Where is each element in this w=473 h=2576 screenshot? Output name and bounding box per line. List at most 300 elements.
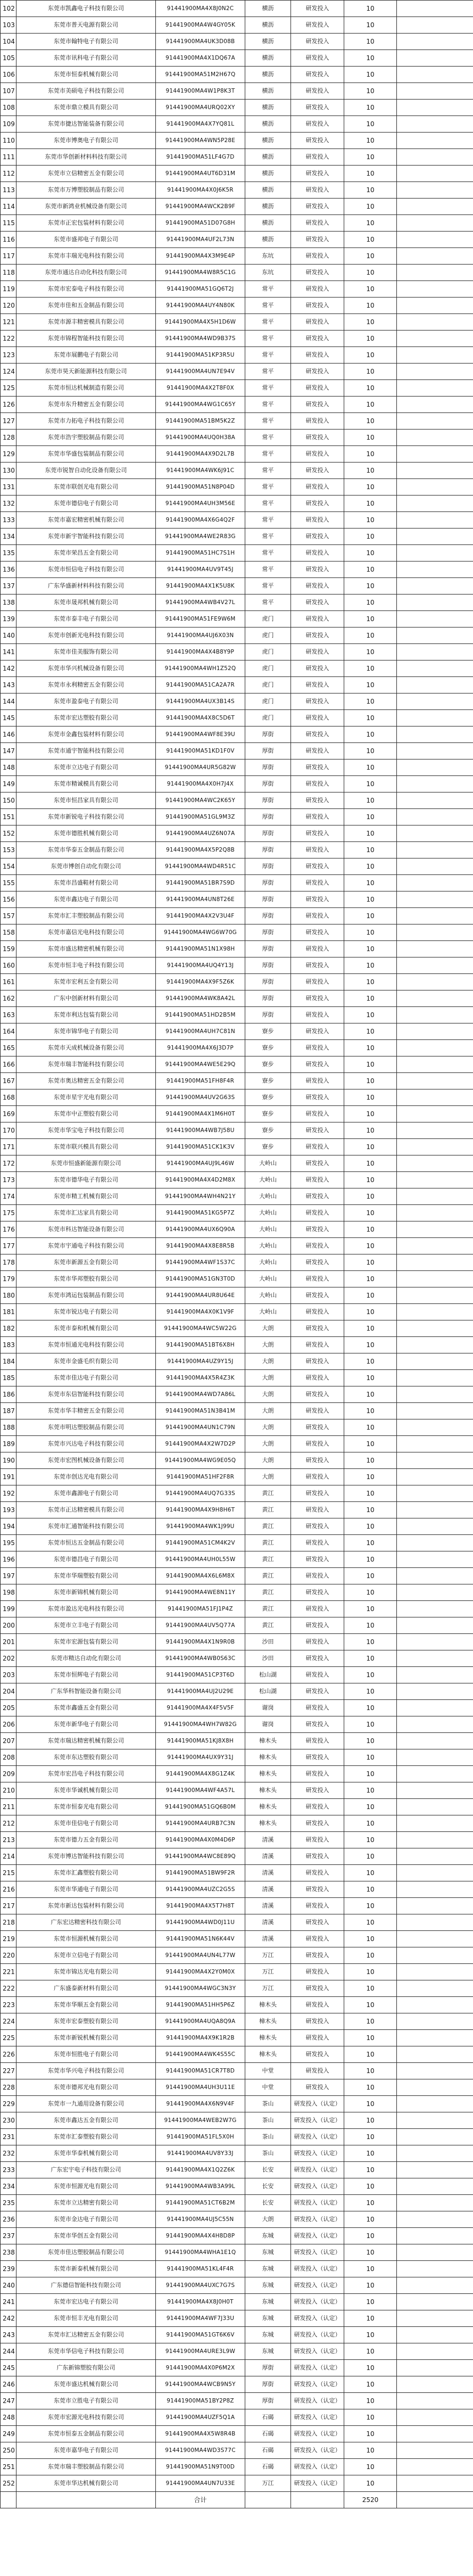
company-name-cell: 东莞市恒辉电子有限公司: [16, 1667, 156, 1683]
table-row: [1, 1518, 473, 1535]
company-name-cell: 东莞市恒盛新能源有限公司: [16, 1155, 156, 1172]
category-cell: 研发投入（认定）: [291, 2327, 344, 2343]
remarks-cell: [397, 1502, 473, 1518]
remarks-cell: [397, 660, 473, 677]
credit-code-cell: 91441900MA4WCB9N5Y: [156, 2376, 245, 2393]
town-cell: 大岭山: [245, 1155, 291, 1172]
count-cell: 10: [344, 2442, 397, 2459]
row-number-cell: 182: [1, 1320, 16, 1337]
table-row: [1, 199, 473, 215]
credit-code-cell: 91441900MA4WF7J33U: [156, 2310, 245, 2327]
town-cell: 厚街: [245, 842, 291, 858]
credit-code-cell: 91441900MA4WE5E29Q: [156, 1056, 245, 1073]
town-cell: 茶山: [245, 2112, 291, 2129]
town-cell: 黄江: [245, 1502, 291, 1518]
category-cell: 研发投入: [291, 1568, 344, 1584]
count-cell: 10: [344, 2244, 397, 2261]
remarks-cell: [397, 1964, 473, 1980]
town-cell: 厚街: [245, 875, 291, 891]
company-name-cell: 东莞市博奥电子有限公司: [16, 133, 156, 149]
remarks-cell: [397, 1419, 473, 1436]
category-cell: 研发投入: [291, 1188, 344, 1205]
company-name-cell: 广东中创新材料有限公司: [16, 990, 156, 1007]
company-name-cell: 东莞市锦程智能科技有限公司: [16, 331, 156, 347]
remarks-cell: [397, 2261, 473, 2277]
table-row: [1, 1832, 473, 1848]
credit-code-cell: 91441900MA4X5R4Z3K: [156, 1370, 245, 1386]
town-cell: 谢岗: [245, 1716, 291, 1733]
category-cell: 研发投入: [291, 265, 344, 281]
credit-code-cell: 91441900MA4W4GY05K: [156, 17, 245, 34]
category-cell: 研发投入: [291, 512, 344, 529]
town-cell: 沙田: [245, 1634, 291, 1650]
town-cell: 大朗: [245, 1353, 291, 1370]
company-name-cell: 东莞市讯科电子有限公司: [16, 50, 156, 67]
count-cell: 10: [344, 743, 397, 759]
credit-code-cell: 91441900MA51LF4G7D: [156, 149, 245, 166]
category-cell: 研发投入（认定）: [291, 2376, 344, 2393]
row-number-cell: 176: [1, 1221, 16, 1238]
category-cell: 研发投入: [291, 1337, 344, 1353]
company-name-cell: 东莞市华兴电子科技有限公司: [16, 2063, 156, 2079]
row-number-cell: 205: [1, 1700, 16, 1716]
remarks-cell: [397, 957, 473, 974]
town-cell: 大岭山: [245, 1271, 291, 1287]
credit-code-cell: 91441900MA4WK1J99U: [156, 1518, 245, 1535]
company-name-cell: 东莞市新锐电子科技有限公司: [16, 809, 156, 825]
town-cell: 樟木头: [245, 1997, 291, 2013]
remarks-cell: [397, 842, 473, 858]
row-number-cell: 194: [1, 1518, 16, 1535]
count-cell: 10: [344, 776, 397, 792]
company-name-cell: 东莞市恒达五金制品有限公司: [16, 1535, 156, 1551]
credit-code-cell: 91441900MA51CR7T8D: [156, 2063, 245, 2079]
table-row: [1, 1337, 473, 1353]
row-number-cell: 139: [1, 611, 16, 628]
row-number-cell: 180: [1, 1287, 16, 1304]
town-cell: 黄江: [245, 1535, 291, 1551]
credit-code-cell: 91441900MA4WG1C65Y: [156, 397, 245, 413]
town-cell: 厚街: [245, 2393, 291, 2409]
count-cell: 10: [344, 1914, 397, 1931]
credit-code-cell: 91441900MA51KJ8X8H: [156, 1733, 245, 1749]
company-name-cell: 东莞市盛达精密机械有限公司: [16, 941, 156, 957]
remarks-cell: [397, 1040, 473, 1056]
company-name-cell: 东莞市德昌电子有限公司: [16, 1551, 156, 1568]
credit-code-cell: 91441900MA51CA2A7R: [156, 677, 245, 693]
count-cell: 10: [344, 529, 397, 545]
table-row: [1, 1485, 473, 1502]
table-row: [1, 2409, 473, 2426]
credit-code-cell: 91441900MA4X2W7D2P: [156, 1436, 245, 1452]
count-cell: 10: [344, 809, 397, 825]
company-name-cell: 东莞市东升精密五金有限公司: [16, 397, 156, 413]
credit-code-cell: 91441900MA4UQ7G33S: [156, 1485, 245, 1502]
credit-code-cell: 91441900MA4X5W8R4B: [156, 2426, 245, 2442]
count-cell: 10: [344, 1320, 397, 1337]
town-cell: 虎门: [245, 644, 291, 660]
credit-code-cell: 91441900MA4WB4V27L: [156, 595, 245, 611]
row-number-cell: 227: [1, 2063, 16, 2079]
count-cell: 10: [344, 1221, 397, 1238]
table-row: [1, 1469, 473, 1485]
town-cell: 厚街: [245, 2360, 291, 2376]
town-cell: 大朗: [245, 1386, 291, 1403]
category-cell: 研发投入: [291, 858, 344, 875]
row-number-cell: 168: [1, 1089, 16, 1106]
count-cell: 10: [344, 1650, 397, 1667]
town-cell: 清溪: [245, 1832, 291, 1848]
category-cell: 研发投入（认定）: [291, 2129, 344, 2145]
category-cell: 研发投入（认定）: [291, 2459, 344, 2475]
town-cell: 常平: [245, 413, 291, 430]
remarks-cell: [397, 710, 473, 726]
table-row: [1, 1304, 473, 1320]
row-number-cell: 220: [1, 1947, 16, 1964]
count-cell: 10: [344, 347, 397, 364]
count-cell: 10: [344, 17, 397, 34]
remarks-cell: [397, 792, 473, 809]
company-name-cell: 东莞市立信精密五金有限公司: [16, 166, 156, 182]
credit-code-cell: 91441900MA4X0P6M2X: [156, 2360, 245, 2376]
table-row: [1, 430, 473, 446]
category-cell: 研发投入: [291, 17, 344, 34]
credit-code-cell: 91441900MA51HH5P6Z: [156, 1997, 245, 2013]
table-row: [1, 1848, 473, 1865]
remarks-cell: [397, 1238, 473, 1254]
town-cell: 常平: [245, 347, 291, 364]
town-cell: 厚街: [245, 1007, 291, 1023]
credit-code-cell: 91441900MA4X3M9E4P: [156, 248, 245, 265]
category-cell: 研发投入: [291, 331, 344, 347]
company-name-cell: 东莞市新源五金有限公司: [16, 1254, 156, 1271]
company-name-cell: 东莞市金盛毛织有限公司: [16, 1353, 156, 1370]
table-row: [1, 1370, 473, 1386]
table-row: [1, 858, 473, 875]
remarks-cell: [397, 2079, 473, 2096]
row-number-cell: 190: [1, 1452, 16, 1469]
category-cell: 研发投入: [291, 1766, 344, 1782]
credit-code-cell: 91441900MA4UJ6X03N: [156, 628, 245, 644]
remarks-cell: [397, 1535, 473, 1551]
town-cell: 虎门: [245, 693, 291, 710]
town-cell: 樟木头: [245, 1799, 291, 1815]
table-row: [1, 875, 473, 891]
row-number-cell: 204: [1, 1683, 16, 1700]
remarks-cell: [397, 2327, 473, 2343]
company-name-cell: 东莞市盛邦电子有限公司: [16, 232, 156, 248]
row-number-cell: 118: [1, 265, 16, 281]
category-cell: 研发投入: [291, 1997, 344, 2013]
count-cell: 10: [344, 331, 397, 347]
company-name-cell: 东莞市华诚机械有限公司: [16, 1782, 156, 1799]
company-name-cell: 东莞市新锦机械有限公司: [16, 1584, 156, 1601]
town-cell: 大朗: [245, 1320, 291, 1337]
credit-code-cell: 91441900MA4WB0S63C: [156, 1650, 245, 1667]
company-name-cell: 广东华盛新材料科技有限公司: [16, 578, 156, 595]
remarks-cell: [397, 1337, 473, 1353]
company-name-cell: 东莞市华邦塑胶有限公司: [16, 1271, 156, 1287]
table-row: [1, 2013, 473, 2030]
category-cell: 研发投入: [291, 1287, 344, 1304]
credit-code-cell: 91441900MA4WG6W70G: [156, 924, 245, 941]
town-cell: 万江: [245, 1980, 291, 1997]
row-number-cell: 181: [1, 1304, 16, 1320]
row-number-cell: 217: [1, 1898, 16, 1914]
row-number-cell: 128: [1, 430, 16, 446]
table-row: [1, 1056, 473, 1073]
category-cell: 研发投入: [291, 1865, 344, 1881]
category-cell: 研发投入: [291, 1304, 344, 1320]
credit-code-cell: 91441900MA4X8G1Z4K: [156, 1766, 245, 1782]
table-row: [1, 1766, 473, 1782]
town-cell: 大岭山: [245, 1172, 291, 1188]
count-cell: 10: [344, 1073, 397, 1089]
town-cell: 横沥: [245, 100, 291, 116]
table-row: [1, 990, 473, 1007]
town-cell: 万江: [245, 2475, 291, 2492]
category-cell: 研发投入: [291, 1914, 344, 1931]
table-row: [1, 2096, 473, 2112]
credit-code-cell: 91441900MA4WCK2B9F: [156, 199, 245, 215]
town-cell: 东城: [245, 2327, 291, 2343]
table-row: [1, 1, 473, 17]
category-cell: 研发投入: [291, 1898, 344, 1914]
remarks-cell: [397, 1056, 473, 1073]
category-cell: 研发投入: [291, 380, 344, 397]
town-cell: 大岭山: [245, 1238, 291, 1254]
credit-code-cell: 91441900MA4UV2G63S: [156, 1089, 245, 1106]
remarks-cell: [397, 331, 473, 347]
credit-code-cell: 91441900MA4UV8Y33J: [156, 2145, 245, 2162]
town-cell: 厚街: [245, 957, 291, 974]
credit-code-cell: 91441900MA4X9F5Z6K: [156, 974, 245, 990]
credit-code-cell: 91441900MA4WF8E39U: [156, 726, 245, 743]
category-cell: 研发投入（认定）: [291, 2360, 344, 2376]
company-name-cell: 东莞市金鑫包装材料有限公司: [16, 726, 156, 743]
town-cell: 大朗: [245, 1436, 291, 1452]
table-row: [1, 1007, 473, 1023]
town-cell: 大岭山: [245, 1221, 291, 1238]
town-cell: 横沥: [245, 50, 291, 67]
row-number-cell: 187: [1, 1403, 16, 1419]
credit-code-cell: 91441900MA51HC7S1H: [156, 545, 245, 562]
town-cell: 樟木头: [245, 2030, 291, 2046]
row-number-cell: 151: [1, 809, 16, 825]
credit-code-cell: 91441900MA4UH3M56E: [156, 496, 245, 512]
count-cell: 10: [344, 1848, 397, 1865]
town-cell: 长安: [245, 2162, 291, 2178]
category-cell: 研发投入: [291, 1271, 344, 1287]
credit-code-cell: 91441900MA4WD4R51C: [156, 858, 245, 875]
count-cell: 10: [344, 1716, 397, 1733]
company-name-cell: 东莞市华宝电子科技有限公司: [16, 1122, 156, 1139]
table-row: [1, 2046, 473, 2063]
row-number-cell: 215: [1, 1865, 16, 1881]
remarks-cell: [397, 2129, 473, 2145]
remarks-cell: [397, 1601, 473, 1617]
category-cell: 研发投入: [291, 759, 344, 776]
credit-code-cell: 91441900MA51FE9W6M: [156, 611, 245, 628]
company-name-cell: 东莞市泰和机械有限公司: [16, 1320, 156, 1337]
company-name-cell: 东莞市华通电子有限公司: [16, 1881, 156, 1898]
table-row: [1, 2475, 473, 2492]
company-name-cell: 广东宏宇电子科技有限公司: [16, 2162, 156, 2178]
row-number-cell: 140: [1, 628, 16, 644]
table-row: [1, 2030, 473, 2046]
count-cell: 10: [344, 825, 397, 842]
company-name-cell: 东莞市恒昌家具有限公司: [16, 792, 156, 809]
category-cell: 研发投入: [291, 792, 344, 809]
town-cell: 横沥: [245, 182, 291, 199]
count-cell: 10: [344, 1205, 397, 1221]
credit-code-cell: 91441900MA4WC5W22G: [156, 1320, 245, 1337]
table-row: [1, 1023, 473, 1040]
remarks-cell: [397, 1122, 473, 1139]
company-name-cell: 东莞市万博塑胶制品有限公司: [16, 182, 156, 199]
remarks-cell: [397, 1073, 473, 1089]
count-cell: 10: [344, 199, 397, 215]
company-name-cell: 东莞市立胜电子有限公司: [16, 2393, 156, 2409]
remarks-cell: [397, 1304, 473, 1320]
remarks-cell: [397, 2459, 473, 2475]
category-cell: 研发投入: [291, 347, 344, 364]
town-cell: 沙田: [245, 1650, 291, 1667]
row-number-cell: 134: [1, 529, 16, 545]
row-number-cell: 171: [1, 1139, 16, 1155]
town-cell: 大岭山: [245, 1287, 291, 1304]
count-cell: 10: [344, 2261, 397, 2277]
town-cell: 厚街: [245, 2376, 291, 2393]
row-number-cell: 186: [1, 1386, 16, 1403]
credit-code-cell: 91441900MA4WK6J91C: [156, 463, 245, 479]
row-number-cell: 121: [1, 314, 16, 331]
credit-code-cell: 91441900MA4X2V3U4F: [156, 908, 245, 924]
remarks-cell: [397, 347, 473, 364]
company-name-cell: 东莞市创达光电有限公司: [16, 1469, 156, 1485]
table-row: [1, 413, 473, 430]
town-cell: 长安: [245, 2178, 291, 2195]
category-cell: 研发投入: [291, 644, 344, 660]
company-name-cell: 东莞市普天电源有限公司: [16, 17, 156, 34]
credit-code-cell: 91441900MA4WB3A99L: [156, 2178, 245, 2195]
category-cell: 研发投入（认定）: [291, 2145, 344, 2162]
category-cell: 研发投入: [291, 314, 344, 331]
category-cell: 研发投入: [291, 875, 344, 891]
credit-code-cell: 91441900MA51GL9M3Z: [156, 809, 245, 825]
category-cell: 研发投入: [291, 215, 344, 232]
row-number-cell: 172: [1, 1155, 16, 1172]
credit-code-cell: 91441900MA51BY2P8Z: [156, 2393, 245, 2409]
town-cell: 寮步: [245, 1122, 291, 1139]
category-cell: 研发投入: [291, 1023, 344, 1040]
company-name-cell: 东莞市金达电子有限公司: [16, 2211, 156, 2228]
total-blank-cell: [16, 2492, 156, 2508]
category-cell: 研发投入: [291, 182, 344, 199]
remarks-cell: [397, 34, 473, 50]
count-cell: 10: [344, 1733, 397, 1749]
category-cell: 研发投入: [291, 1667, 344, 1683]
count-cell: 10: [344, 50, 397, 67]
count-cell: 10: [344, 891, 397, 908]
town-cell: 厚街: [245, 974, 291, 990]
table-row: [1, 1188, 473, 1205]
remarks-cell: [397, 1997, 473, 2013]
table-row: [1, 660, 473, 677]
row-number-cell: 137: [1, 578, 16, 595]
table-row: [1, 1617, 473, 1634]
row-number-cell: 159: [1, 941, 16, 957]
count-cell: 10: [344, 2393, 397, 2409]
company-name-cell: 东莞市恒丰电子科技有限公司: [16, 957, 156, 974]
credit-code-cell: 91441900MA4X8J0H0T: [156, 2294, 245, 2310]
count-cell: 10: [344, 2310, 397, 2327]
credit-code-cell: 91441900MA4WG9E05Q: [156, 1452, 245, 1469]
category-cell: 研发投入（认定）: [291, 2442, 344, 2459]
remarks-cell: [397, 232, 473, 248]
category-cell: 研发投入: [291, 1518, 344, 1535]
count-cell: 10: [344, 265, 397, 281]
row-number-cell: 103: [1, 17, 16, 34]
remarks-cell: [397, 1386, 473, 1403]
category-cell: 研发投入: [291, 1650, 344, 1667]
row-number-cell: 116: [1, 232, 16, 248]
category-cell: 研发投入: [291, 248, 344, 265]
credit-code-cell: 91441900MA4X8E8R5B: [156, 1238, 245, 1254]
category-cell: 研发投入: [291, 1320, 344, 1337]
town-cell: 厚街: [245, 759, 291, 776]
credit-code-cell: 91441900MA51HF2F8R: [156, 1469, 245, 1485]
remarks-cell: [397, 182, 473, 199]
town-cell: 樟木头: [245, 2046, 291, 2063]
company-name-cell: 东莞市创新光电科技有限公司: [16, 628, 156, 644]
count-cell: 10: [344, 842, 397, 858]
table-row: [1, 1106, 473, 1122]
table-row: [1, 2261, 473, 2277]
category-cell: 研发投入: [291, 1980, 344, 1997]
remarks-cell: [397, 1287, 473, 1304]
credit-code-cell: 91441900MA51BW9F2R: [156, 1865, 245, 1881]
table-row: [1, 1667, 473, 1683]
remarks-cell: [397, 2343, 473, 2360]
count-cell: 10: [344, 726, 397, 743]
table-row: [1, 133, 473, 149]
row-number-cell: 229: [1, 2096, 16, 2112]
remarks-cell: [397, 1271, 473, 1287]
town-cell: 常平: [245, 298, 291, 314]
town-cell: 东城: [245, 2244, 291, 2261]
count-cell: 10: [344, 2063, 397, 2079]
category-cell: 研发投入（认定）: [291, 2475, 344, 2492]
row-number-cell: 122: [1, 331, 16, 347]
credit-code-cell: 91441900MA4X4B8Y9P: [156, 644, 245, 660]
table-row: [1, 611, 473, 628]
company-name-cell: 东莞市精诚模具有限公司: [16, 776, 156, 792]
town-cell: 横沥: [245, 215, 291, 232]
count-cell: 10: [344, 1535, 397, 1551]
table-row: [1, 2426, 473, 2442]
credit-code-cell: 91441900MA4X8J0N2C: [156, 1, 245, 17]
remarks-cell: [397, 1865, 473, 1881]
credit-code-cell: 91441900MA4UN7U33E: [156, 2475, 245, 2492]
row-number-cell: 211: [1, 1799, 16, 1815]
row-number-cell: 165: [1, 1040, 16, 1056]
row-number-cell: 221: [1, 1964, 16, 1980]
category-cell: 研发投入: [291, 1617, 344, 1634]
town-cell: 茶山: [245, 2145, 291, 2162]
town-cell: 寮步: [245, 1023, 291, 1040]
row-number-cell: 222: [1, 1980, 16, 1997]
